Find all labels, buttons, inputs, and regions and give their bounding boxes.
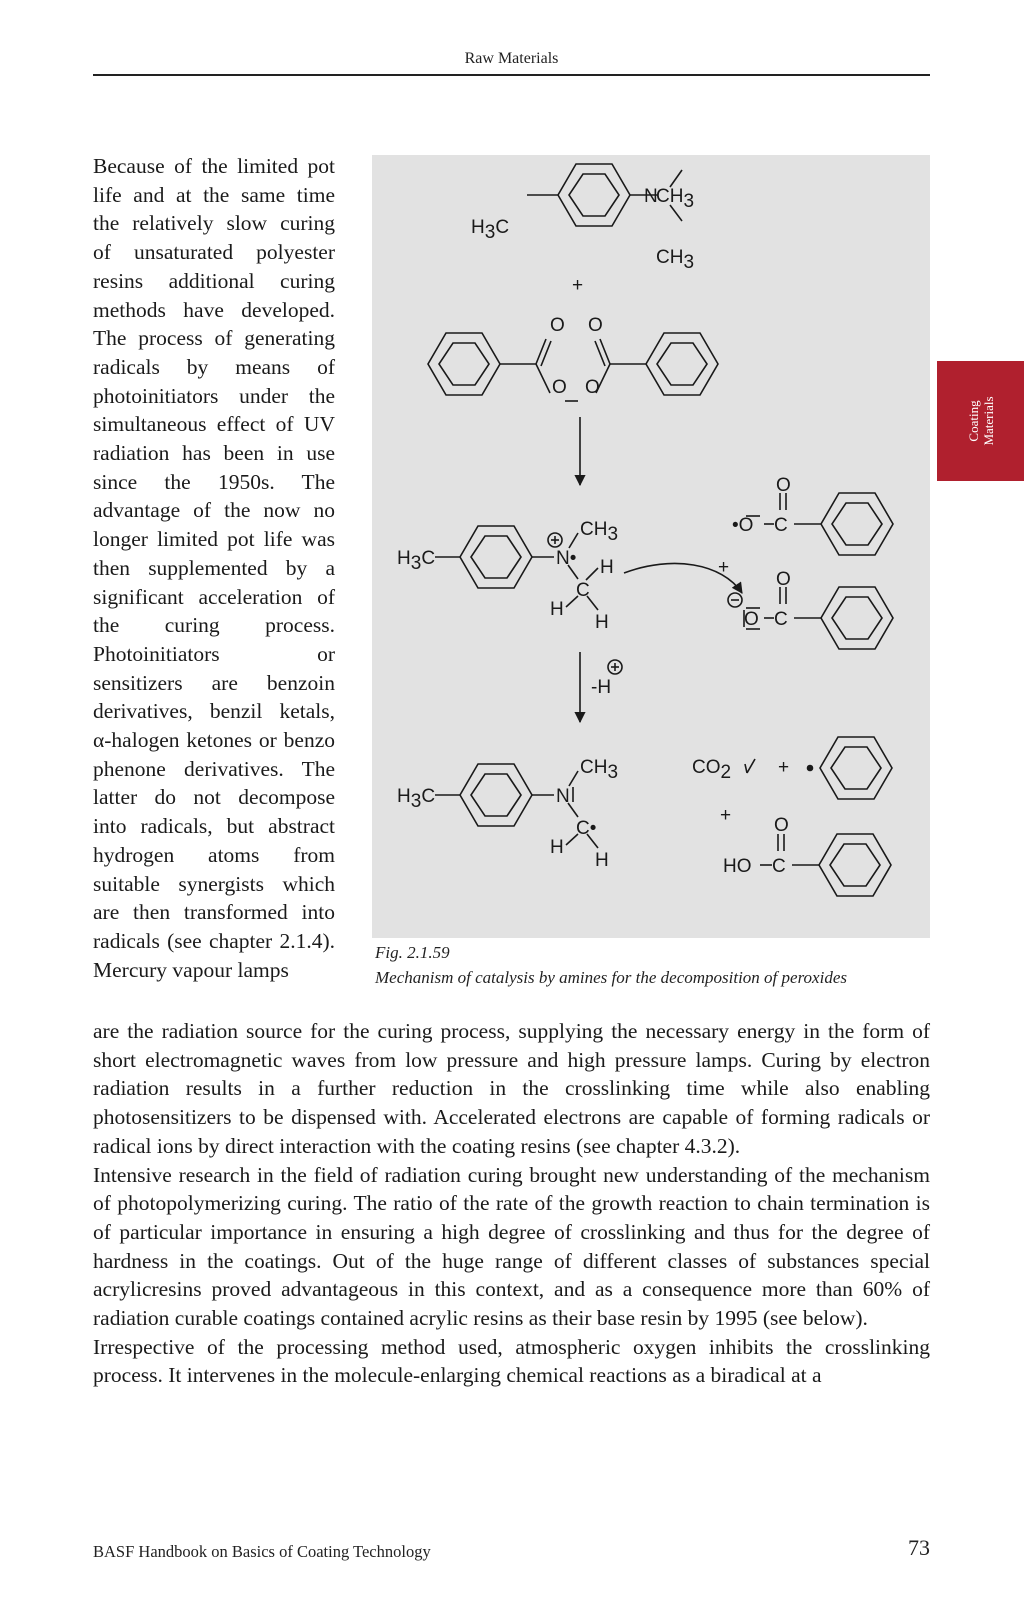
benzene-ring-inner: [832, 597, 882, 639]
figure-caption: [375, 940, 935, 990]
proton-loss-label: -H: [591, 677, 612, 698]
body-paragraph: Intensive research in the field of radiation curing brought new understanding of the mechanism of photopolymerizing curing. The ratio of the rate of the growth reaction to chain termination is of particular importance in ensuring a high degree of crosslinking and thus for the degree of hardness in the coatings. Out of the huge range of different classes of substances special acrylicresins proved advantageous in this context, and as a consequence more than 60% of radiation curable coatings contained acrylic resins as their base resin by 1995 (see below).: [93, 1162, 930, 1331]
methyl-label: H3C: [397, 786, 436, 812]
carbon-dioxide-label: CO2: [692, 757, 732, 783]
oxide-anion: O: [744, 609, 759, 630]
methyl-label-top: CH3: [656, 186, 695, 212]
mechanism-labels: [397, 186, 791, 877]
svg-text:O: O: [776, 475, 791, 496]
benzene-ring-inner: [832, 503, 882, 545]
full-width-text: [93, 1017, 930, 1390]
page-number: 73: [908, 1535, 930, 1560]
methyl-label: H3C: [397, 548, 436, 574]
header-rule: [93, 74, 930, 76]
footer-book-title: BASF Handbook on Basics of Coating Technology: [93, 1542, 431, 1561]
column-paragraph: Because of the limited pot life and at the same time the relatively slow curing of unsaturated polyester resins additional curing methods have developed. The process of generating radicals by means of photoinitiators under the simultaneous effect of UV radiation has been in use since the 1950s. The advantage of the now no longer limited pot life was then supplemented by a significant acceleration of the curing process. Photoinitiators or sensitizers are benzoin derivatives, benzil ketals, α-halogen ketones or benzo phenone derivatives. The latter do not decompose into radicals, but abstract hydrogen atoms from suitable synergists which are then transformed into radicals (see chapter 2.1.4). Mercury vapour lamps: [93, 154, 335, 982]
svg-text:H: H: [595, 612, 609, 633]
body-paragraph: are the radiation source for the curing process, supplying the necessary energy in the form of short electromagnetic waves from low pressure and high pressure lamps. Curing by electron radiation results in a further reduction in the crosslinking time while also enabling photosensitizers to be dispensed with. Accelerated electrons are capable of forming radicals or radical ions by direct interaction with the coating resins (see chapter 4.3.2).: [93, 1019, 930, 1158]
narrow-column-text: [93, 152, 335, 984]
benzene-ring-inner: [471, 774, 521, 816]
side-tab-line-2: Materials: [980, 396, 996, 446]
benzene-ring-inner: [569, 174, 619, 216]
svg-text:H: H: [550, 837, 564, 858]
section-side-tab: [937, 361, 1024, 481]
plus-sign: +: [572, 275, 584, 296]
methyl-label: CH3: [580, 757, 619, 783]
nitrogen-label: N: [644, 186, 658, 207]
svg-text:O: O: [776, 569, 791, 590]
plus-sign: +: [718, 557, 730, 578]
side-tab-line-1: Coating: [965, 400, 981, 442]
carbonyl-oxygen: O: [550, 315, 565, 336]
figure-number: Fig. 2.1.59: [375, 943, 450, 962]
figure-caption-text: Mechanism of catalysis by amines for the decomposition of peroxides: [375, 968, 847, 987]
benzene-ring-inner: [831, 747, 881, 789]
running-head: Raw Materials: [464, 50, 559, 67]
aminium-radical-label: N•: [556, 548, 577, 569]
svg-text:H: H: [600, 557, 614, 578]
svg-text:C: C: [772, 856, 786, 877]
svg-text:C: C: [774, 609, 788, 630]
benzene-ring-inner: [471, 536, 521, 578]
methyl-label: CH3: [580, 519, 619, 545]
benzene-ring-inner: [657, 343, 707, 385]
methyl-label: H3C: [471, 217, 510, 243]
svg-text:O: O: [774, 815, 789, 836]
svg-text:C: C: [576, 580, 590, 601]
amine-nitrogen: N: [556, 786, 570, 807]
side-tab-label: [966, 396, 996, 445]
benzene-ring-inner: [830, 844, 880, 886]
carbonyl-oxygen: O: [588, 315, 603, 336]
methyl-label-bottom: CH3: [656, 247, 695, 273]
oxy-radical: •O: [732, 515, 754, 536]
plus-sign: +: [720, 805, 732, 826]
svg-text:O: O: [585, 377, 600, 398]
benzoic-acid-label: HO: [723, 856, 752, 877]
plus-sign: +: [778, 757, 790, 778]
svg-text:H: H: [550, 599, 564, 620]
svg-text:H: H: [595, 850, 609, 871]
svg-text:C: C: [774, 515, 788, 536]
benzene-ring-inner: [439, 343, 489, 385]
mechanism-diagram: [372, 155, 930, 938]
peroxide-oxygens: O: [552, 377, 567, 398]
reaction-mechanism-figure: [372, 155, 930, 938]
body-paragraph: Irrespective of the processing method used, atmospheric oxygen inhibits the crosslinking process. It intervenes in the molecule-enlarging chemical reactions as a biradical at a: [93, 1334, 930, 1388]
carbon-radical: C•: [576, 818, 597, 839]
